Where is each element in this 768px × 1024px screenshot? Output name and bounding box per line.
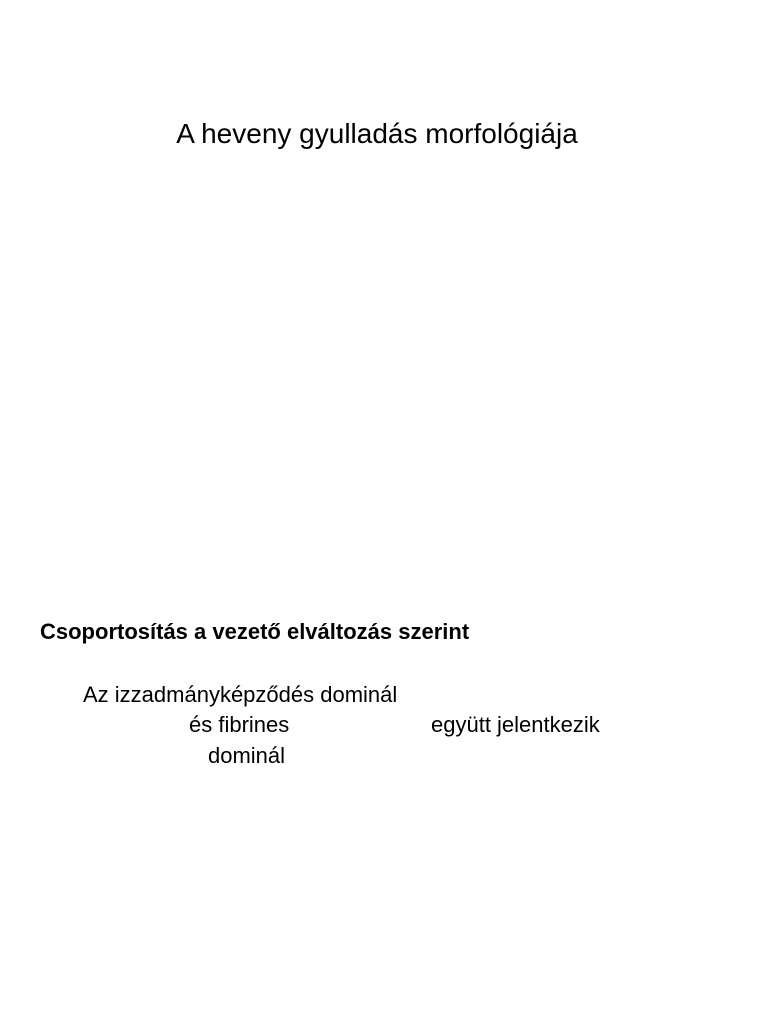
body-text-line-2-left: és fibrines [189,712,290,737]
body-text-line-3: dominál [208,743,286,768]
body-text-line-1: Az izzadmányképződés dominál [83,682,398,707]
section-heading: Csoportosítás a vezető elváltozás szerint [40,619,470,644]
slide-title: A heveny gyulladás morfológiája [176,118,578,149]
body-text-line-2-right: együtt jelentkezik [431,712,600,737]
